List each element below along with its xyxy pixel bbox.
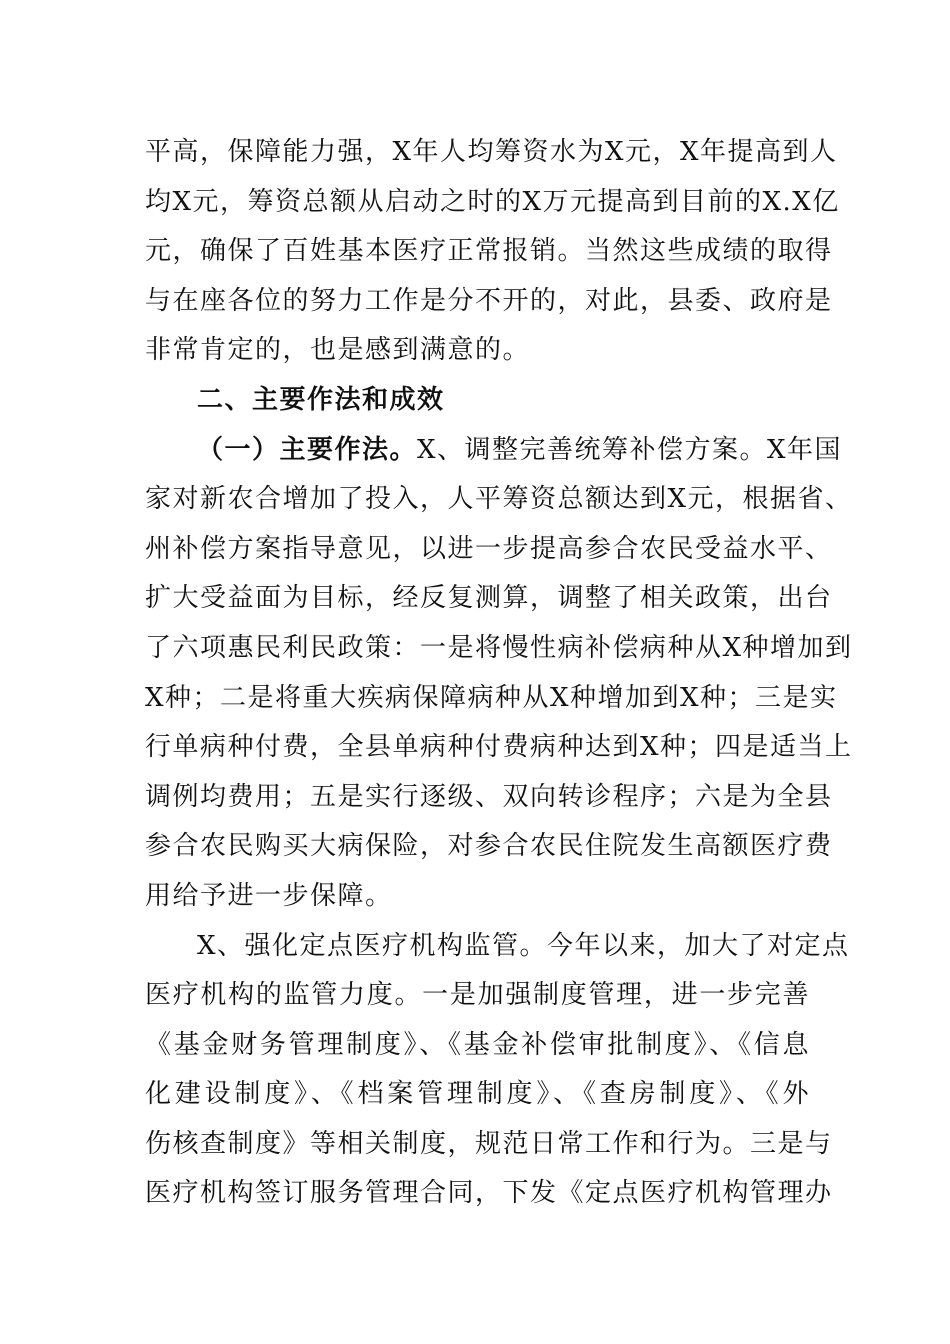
text-line: 与在座各位的努力工作是分不开的，对此，县委、政府是 bbox=[145, 285, 833, 316]
paragraph-intro-continuation bbox=[145, 128, 840, 376]
text-line: 用给予进一步保障。 bbox=[145, 880, 393, 911]
text-line: 伤核查制度》等相关制度，规范日常工作和行为。三是与 bbox=[145, 1128, 833, 1159]
text-line: 化建设制度》、《档案管理制度》、《查房制度》、《外 bbox=[145, 1079, 810, 1110]
text-line-lead bbox=[145, 426, 843, 476]
lead-text: X、调整完善统筹补偿方案。X年国 bbox=[417, 434, 843, 465]
document-body bbox=[145, 128, 853, 1219]
text-line: 行单病种付费，全县单病种付费病种达到X种；四是适当上 bbox=[145, 732, 853, 763]
text-line: 《基金财务管理制度》、《基金补偿审批制度》、《信息 bbox=[145, 1029, 810, 1060]
text-line: 家对新农合增加了投入，人平筹资总额达到X元，根据省、 bbox=[145, 484, 853, 515]
text-line: 医疗机构签订服务管理合同，下发《定点医疗机构管理办 bbox=[145, 1178, 833, 1209]
text-line: 医疗机构的监管力度。一是加强制度管理，进一步完善 bbox=[145, 980, 810, 1011]
text-line: 均X元，筹资总额从启动之时的X万元提高到目前的X.X亿 bbox=[145, 186, 840, 217]
text-line: X、强化定点医疗机构监管。今年以来，加大了对定点 bbox=[197, 930, 850, 961]
text-line: 州补偿方案指导意见，以进一步提高参合农民受益水平、 bbox=[145, 533, 833, 564]
subsection-heading: （一）主要作法。 bbox=[197, 434, 418, 465]
text-line: X种；二是将重大疾病保障病种从X种增加到X种；三是实 bbox=[145, 682, 838, 713]
text-line: 元，确保了百姓基本医疗正常报销。当然这些成绩的取得 bbox=[145, 236, 833, 267]
text-line: 参合农民购买大病保险，对参合农民住院发生高额医疗费 bbox=[145, 831, 833, 862]
paragraph-supervision bbox=[145, 922, 850, 1220]
text-line: 扩大受益面为目标，经反复测算，调整了相关政策，出台 bbox=[145, 583, 833, 614]
paragraph-main-practices bbox=[145, 426, 853, 922]
text-line: 平高，保障能力强，X年人均筹资水为X元，X年提高到人 bbox=[145, 137, 838, 167]
section-heading: 二、主要作法和成效 bbox=[197, 384, 445, 415]
text-line: 了六项惠民利民政策：一是将慢性病补偿病种从X种增加到 bbox=[145, 632, 853, 663]
text-line: 调例均费用；五是实行逐级、双向转诊程序；六是为全县 bbox=[145, 781, 833, 812]
text-line: 非常肯定的，也是感到满意的。 bbox=[145, 335, 531, 366]
